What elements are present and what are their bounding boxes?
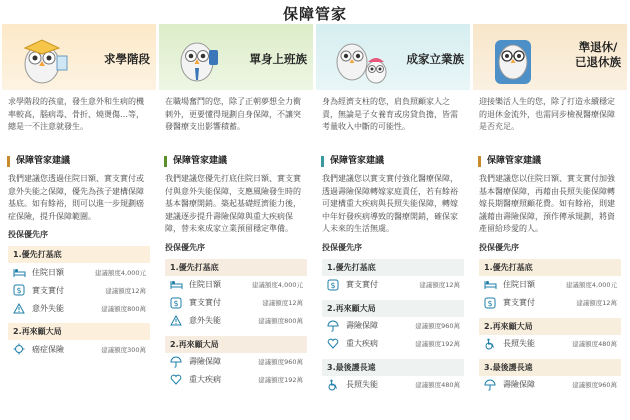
priority-group <box>165 336 307 389</box>
coverage-name: 重大疾病 <box>189 375 221 384</box>
dollar-icon <box>169 296 183 310</box>
coverage-amount: 建議額度4,000元 <box>251 281 303 289</box>
coverage-name: 住院日額 <box>189 280 221 289</box>
coverage-name: 長照失能 <box>503 339 535 348</box>
virus-icon <box>12 342 26 356</box>
column-header <box>2 24 156 90</box>
priority-group-title: 1.優先打基底 <box>165 259 307 276</box>
priority-group-title: 3.最後護長遠 <box>322 359 464 376</box>
priority-group-title: 2.再來顧大局 <box>8 323 150 340</box>
priority-group <box>8 323 150 358</box>
coverage-amount: 建議額度192萬 <box>258 376 303 384</box>
coverage-amount: 建議額度960萬 <box>572 381 617 389</box>
coverage-amount: 建議額度800萬 <box>101 304 146 313</box>
priority-group <box>322 359 464 394</box>
dollar-icon <box>326 278 340 292</box>
coverage-item <box>8 281 150 299</box>
umbrella-icon <box>483 378 497 392</box>
coverage-name: 壽險保障 <box>189 357 221 366</box>
coverage-name: 實支實付 <box>32 285 64 295</box>
coverage-item <box>8 340 150 358</box>
coverage-name: 壽險保障 <box>346 321 378 330</box>
advice-text: 我們建議您透過住院日額、實支實付或意外失能之保障，優先為孩子建構保障基底。如有餘裕，則可以進一步規劃癌症保險，提升保障範圍。 <box>8 174 144 221</box>
coverage-item <box>322 317 464 335</box>
advice-title: 保障管家建議 <box>164 156 313 167</box>
column-title: 單身上班族 <box>249 52 307 66</box>
priority-group-title: 2.再來顧大局 <box>479 318 621 335</box>
coverage-item <box>165 294 307 312</box>
column-student <box>2 24 156 420</box>
svg-text:$: $ <box>173 298 179 308</box>
coverage-item <box>165 371 307 389</box>
advice-title: 保障管家建議 <box>321 156 470 167</box>
priority-group <box>479 259 621 312</box>
coverage-amount: 建議額度300萬 <box>101 345 146 354</box>
coverage-amount: 建議額度960萬 <box>258 358 303 366</box>
priority-label: 投保優先序 <box>165 242 205 252</box>
warning-icon <box>169 314 183 328</box>
priority-group <box>165 259 307 330</box>
bed-icon <box>169 278 183 292</box>
priority-group-title: 2.再來顧大局 <box>165 336 307 353</box>
column-header <box>159 24 313 90</box>
dollar-icon <box>12 283 26 297</box>
owl-student-illustration <box>12 28 72 88</box>
column-header <box>473 24 627 90</box>
priority-group-title: 3.最後護長遠 <box>479 359 621 376</box>
coverage-item <box>479 294 621 312</box>
priority-group <box>322 300 464 353</box>
owl-retiree-illustration <box>483 28 543 88</box>
coverage-name: 癌症保險 <box>32 344 64 354</box>
column-title: 成家立業族 <box>406 52 464 66</box>
coverage-name: 住院日額 <box>32 267 64 277</box>
priority-group <box>479 359 621 394</box>
svg-text:$: $ <box>16 286 22 295</box>
coverage-name: 壽險保障 <box>503 380 535 389</box>
priority-group-title: 1.優先打基底 <box>479 259 621 276</box>
coverage-amount: 建議額度12萬 <box>262 299 303 307</box>
coverage-item <box>479 335 621 353</box>
dollar-icon <box>483 296 497 310</box>
coverage-name: 長照失能 <box>346 380 378 389</box>
coverage-item <box>165 353 307 371</box>
coverage-item <box>322 335 464 353</box>
page-title: 保障管家 <box>282 5 347 23</box>
column-description: 身為經濟支柱的您，肩負照顧家人之責，無論是子女養育或房貸負擔，皆需考量收入中斷的可能性。 <box>322 97 458 131</box>
advice-title: 保障管家建議 <box>478 156 627 167</box>
bed-icon <box>12 265 26 279</box>
priority-label: 投保優先序 <box>479 242 519 252</box>
column-description: 迎接樂活人生的您，除了打造永續穩定的退休金流外，也需同步檢視醫療保障是否充足。 <box>479 97 615 131</box>
coverage-item <box>8 299 150 317</box>
coverage-amount: 建議額度12萬 <box>576 299 617 307</box>
coverage-amount: 建議額度960萬 <box>415 322 460 330</box>
column-retiree <box>473 24 627 420</box>
svg-text:$: $ <box>330 280 336 290</box>
coverage-item <box>322 276 464 294</box>
coverage-name: 意外失能 <box>189 316 221 325</box>
coverage-name: 實支實付 <box>346 280 378 289</box>
coverage-amount: 建議額度4,000元 <box>94 268 146 277</box>
coverage-item <box>165 312 307 330</box>
advice-text: 我們建議您以住院日額、實支實付加強基本醫療保障，再藉由長照失能保障轉嫁長期醫療照顧花費。如有餘裕，則建議藉由壽險保障，預作傳承規劃，將資產留給珍愛的人。 <box>479 174 615 233</box>
coverage-item <box>8 263 150 281</box>
coverage-name: 意外失能 <box>32 303 64 313</box>
coverage-item <box>479 376 621 394</box>
priority-label: 投保優先序 <box>8 230 48 239</box>
coverage-item <box>165 276 307 294</box>
priority-group-title: 1.優先打基底 <box>8 246 150 263</box>
coverage-amount: 建議額度12萬 <box>419 281 460 289</box>
coverage-amount: 建議額度480萬 <box>415 381 460 389</box>
coverage-name: 重大疾病 <box>346 339 378 348</box>
advice-text: 我們建議您優先打底住院日額、實支實付與意外失能保障，支應風險發生時的基本醫療開銷。築起基礎經濟能力後，建議逐步提升壽險保障與重大疾病保障，替未來成家立業預留穩定準備。 <box>165 174 301 233</box>
coverage-amount: 建議額度4,000元 <box>565 281 617 289</box>
coverage-name: 實支實付 <box>189 298 221 307</box>
priority-label: 投保優先序 <box>322 242 362 252</box>
coverage-name: 實支實付 <box>503 298 535 307</box>
priority-group <box>479 318 621 353</box>
coverage-item <box>322 376 464 394</box>
coverage-amount: 建議額度800萬 <box>258 317 303 325</box>
warning-icon <box>12 301 26 315</box>
umbrella-icon <box>169 355 183 369</box>
owl-worker-illustration <box>169 28 229 88</box>
advice-title: 保障管家建議 <box>7 156 156 167</box>
coverage-amount: 建議額度192萬 <box>415 340 460 348</box>
heart-icon <box>169 373 183 387</box>
priority-group <box>322 259 464 294</box>
priority-group <box>8 246 150 317</box>
heart-icon <box>326 337 340 351</box>
coverage-amount: 建議額度480萬 <box>572 340 617 348</box>
wheelchair-icon <box>326 378 340 392</box>
column-single-worker <box>159 24 313 420</box>
coverage-amount: 建議額度12萬 <box>105 286 146 295</box>
advice-text: 我們建議您以實支實付強化醫療保障，透過壽險保障轉嫁家庭責任，若有餘裕可建構重大疾病與長照失能保障，轉嫁中年好發疾病導致的醫療開銷，確保家人未來的生活無虞。 <box>322 174 458 233</box>
column-title: 準退休/ 已退休族 <box>575 40 621 69</box>
coverage-name: 住院日額 <box>503 280 535 289</box>
bed-icon <box>483 278 497 292</box>
column-header <box>316 24 470 90</box>
column-title: 求學階段 <box>104 52 150 66</box>
owl-family-illustration <box>326 28 396 88</box>
column-description: 在職場奮鬥的您，除了正朝夢想全力衝刺外，更要懂得規劃自身保障，不讓突發醫療支出影響積蓄。 <box>165 97 301 131</box>
priority-group-title: 1.優先打基底 <box>322 259 464 276</box>
priority-group-title: 2.再來顧大局 <box>322 300 464 317</box>
wheelchair-icon <box>483 337 497 351</box>
svg-text:$: $ <box>487 298 493 308</box>
column-family <box>316 24 470 420</box>
column-description: 求學階段的孩童，發生意外和生病的機率較高，腦病毒、骨折、燒燙傷…等，總是一不注意就發生。 <box>8 97 144 131</box>
coverage-item <box>479 276 621 294</box>
umbrella-icon <box>326 319 340 333</box>
